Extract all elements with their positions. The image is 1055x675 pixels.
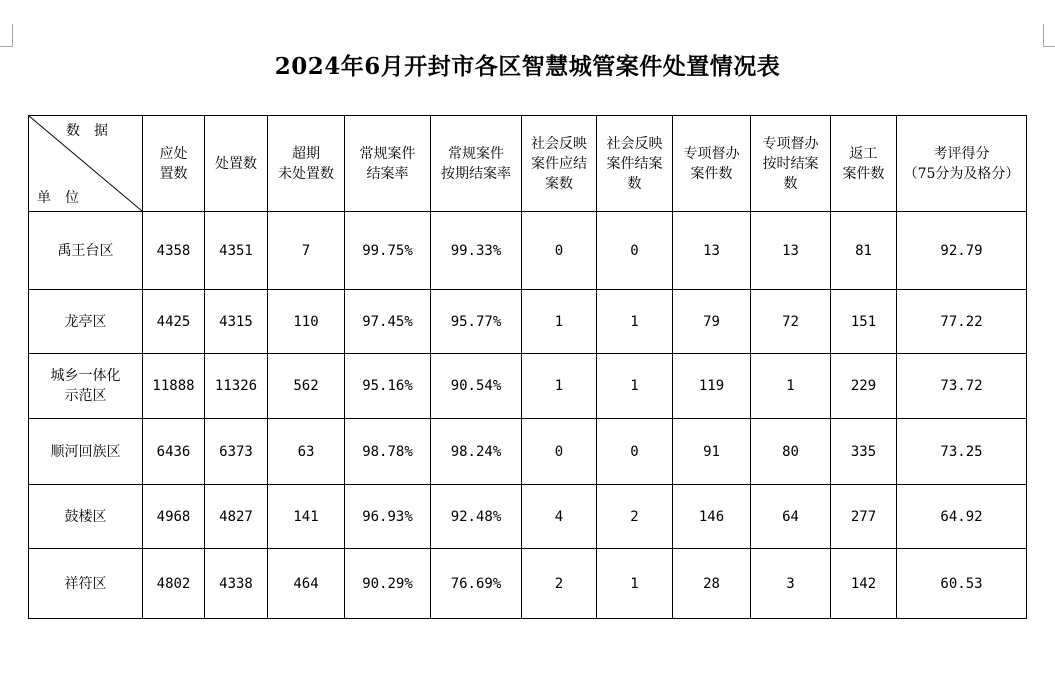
data-cell: 90.54% [431, 354, 522, 419]
data-cell: 4338 [205, 549, 268, 619]
unit-cell: 鼓楼区 [29, 485, 143, 549]
data-cell: 4358 [143, 212, 205, 290]
data-cell: 11326 [205, 354, 268, 419]
column-header-public-report-closed: 社会反映 案件结案 数 [597, 116, 673, 212]
table-row [29, 485, 1027, 549]
data-cell: 98.24% [431, 419, 522, 485]
data-cell: 277 [831, 485, 897, 549]
data-cell: 464 [268, 549, 345, 619]
data-cell: 99.75% [345, 212, 431, 290]
data-cell: 229 [831, 354, 897, 419]
data-cell: 81 [831, 212, 897, 290]
data-cell: 1 [522, 354, 597, 419]
data-cell: 1 [597, 354, 673, 419]
corner-label-data: 数据 [66, 123, 122, 139]
data-cell: 4802 [143, 549, 205, 619]
page-title: 2024年6月开封市各区智慧城管案件处置情况表 [274, 53, 781, 80]
data-cell: 1 [597, 290, 673, 354]
table-row [29, 212, 1027, 290]
data-cell: 1 [522, 290, 597, 354]
data-cell: 4 [522, 485, 597, 549]
data-cell: 90.29% [345, 549, 431, 619]
column-header-disposed: 处置数 [205, 116, 268, 212]
data-cell: 73.25 [897, 419, 1027, 485]
data-cell: 4425 [143, 290, 205, 354]
unit-cell: 禹王台区 [29, 212, 143, 290]
data-cell: 73.72 [897, 354, 1027, 419]
table-row [29, 354, 1027, 419]
unit-cell: 顺河回族区 [29, 419, 143, 485]
data-cell: 64.92 [897, 485, 1027, 549]
data-cell: 72 [751, 290, 831, 354]
data-cell: 92.79 [897, 212, 1027, 290]
header-row [29, 116, 1027, 212]
data-cell: 3 [751, 549, 831, 619]
data-cell: 4351 [205, 212, 268, 290]
data-cell: 141 [268, 485, 345, 549]
table-row [29, 419, 1027, 485]
data-cell: 95.16% [345, 354, 431, 419]
data-cell: 4827 [205, 485, 268, 549]
data-cell: 60.53 [897, 549, 1027, 619]
data-cell: 4968 [143, 485, 205, 549]
data-cell: 77.22 [897, 290, 1027, 354]
data-cell: 146 [673, 485, 751, 549]
column-header-special-supervision: 专项督办 案件数 [673, 116, 751, 212]
data-cell: 79 [673, 290, 751, 354]
column-header-overdue-undisposed: 超期 未处置数 [268, 116, 345, 212]
corner-label-unit: 单位 [37, 190, 93, 206]
data-cell: 2 [597, 485, 673, 549]
column-header-rework: 返工 案件数 [831, 116, 897, 212]
column-header-should-dispose: 应处 置数 [143, 116, 205, 212]
data-cell: 0 [522, 212, 597, 290]
unit-cell: 龙亭区 [29, 290, 143, 354]
table-row [29, 549, 1027, 619]
data-cell: 0 [597, 419, 673, 485]
data-cell: 80 [751, 419, 831, 485]
case-disposal-table [28, 115, 1027, 619]
corner-header-cell [29, 116, 143, 212]
data-cell: 7 [268, 212, 345, 290]
data-cell: 142 [831, 549, 897, 619]
data-cell: 0 [597, 212, 673, 290]
data-cell: 13 [751, 212, 831, 290]
data-cell: 64 [751, 485, 831, 549]
data-cell: 1 [597, 549, 673, 619]
data-cell: 95.77% [431, 290, 522, 354]
column-header-special-supervision-ontime: 专项督办 按时结案 数 [751, 116, 831, 212]
crop-mark-top-right [1043, 24, 1055, 47]
column-header-regular-ontime-closure-rate: 常规案件 按期结案率 [431, 116, 522, 212]
data-cell: 1 [751, 354, 831, 419]
crop-mark-top-left [0, 24, 13, 47]
data-cell: 119 [673, 354, 751, 419]
unit-cell: 祥符区 [29, 549, 143, 619]
data-cell: 11888 [143, 354, 205, 419]
data-cell: 335 [831, 419, 897, 485]
data-cell: 91 [673, 419, 751, 485]
data-cell: 28 [673, 549, 751, 619]
data-cell: 76.69% [431, 549, 522, 619]
data-cell: 97.45% [345, 290, 431, 354]
data-cell: 110 [268, 290, 345, 354]
data-cell: 6373 [205, 419, 268, 485]
column-header-regular-closure-rate: 常规案件 结案率 [345, 116, 431, 212]
column-header-score: 考评得分 （75分为及格分） [897, 116, 1027, 212]
data-cell: 63 [268, 419, 345, 485]
data-cell: 99.33% [431, 212, 522, 290]
data-cell: 13 [673, 212, 751, 290]
data-cell: 562 [268, 354, 345, 419]
data-cell: 4315 [205, 290, 268, 354]
data-cell: 0 [522, 419, 597, 485]
data-cell: 98.78% [345, 419, 431, 485]
unit-cell: 城乡一体化 示范区 [29, 354, 143, 419]
data-cell: 92.48% [431, 485, 522, 549]
table-row [29, 290, 1027, 354]
data-cell: 151 [831, 290, 897, 354]
data-cell: 96.93% [345, 485, 431, 549]
data-cell: 2 [522, 549, 597, 619]
column-header-public-report-due: 社会反映 案件应结 案数 [522, 116, 597, 212]
data-cell: 6436 [143, 419, 205, 485]
